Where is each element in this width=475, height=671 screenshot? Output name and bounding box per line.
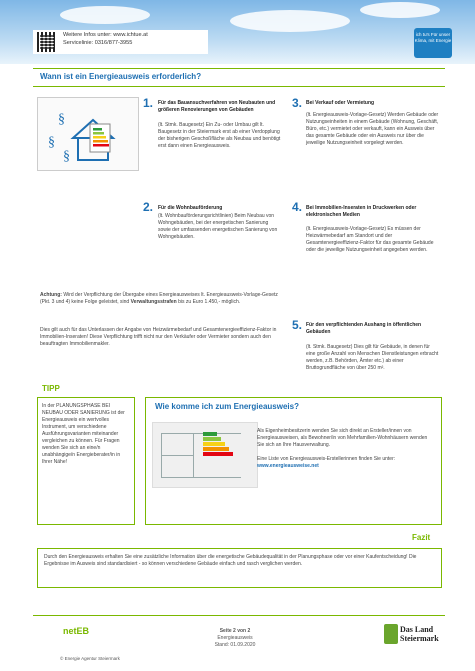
section-number: 1. xyxy=(143,96,154,110)
netb-logo-sub: © Energie Agentur Steiermark xyxy=(60,656,120,661)
how-to-text-2 xyxy=(257,456,435,470)
section-body: (lt. Energieausweis-Vorlage-Gesetz) Werden Gebäude oder Nutzungseinheiten in einem Gebäude (Wohnung, Geschäft, Büro, etc.) vermietet oder verkauft, kann ein Ausweis über das gesamte Gebäude oder ein Ausweis nur über die jeweilige Nutzungseinheit vorgelegt werden. xyxy=(306,112,439,146)
section-body: (lt. Stmk. Baugesetz) Ein Zu- oder Umbau gilt lt. Baugesetz in der Steiermark erst ab einer Verdopplung der bisherigen Geschoßfläche als Neubau und benötigt erst dann einen Energieausweis. xyxy=(158,122,281,149)
tip-title: TIPP xyxy=(42,384,60,393)
how-to-text-1: Als Eigenheimbesitzerin wenden Sie sich direkt an Ersteller/innen von Energieausweisen, als Bewohner/in von Mehrfamilien-Wohnhäusern wenden Sie sich an Ihre Hausverwaltung. xyxy=(257,428,428,448)
how-to-text-2-lead: Eine Liste von Energieausweis-Erstellerinnen finden Sie unter: xyxy=(257,456,396,462)
svg-text:§: § xyxy=(48,135,55,150)
how-to-text xyxy=(257,428,435,470)
svg-text:§: § xyxy=(63,149,70,164)
section-body: (lt. Energieausweis-Vorlage-Gesetz) Es müssen der Heizwärmebedarf am Standort und der Gesamtenergieeffizienz-Faktor für das gesamte Gebäude oder die jeweilige Nutzungseinheit angegeben werden. xyxy=(306,226,434,253)
header-info-line: Weitere Infos unter: www.ichtue.at xyxy=(63,32,148,38)
section-number: 3. xyxy=(292,96,303,110)
section-title: Für das Bauansuchverfahren von Neubauten und größeren Renovierungen von Gebäuden xyxy=(158,100,276,113)
note-text: bis zu Euro 1.450,- möglich. xyxy=(176,299,241,305)
netb-logo: netEB xyxy=(63,626,90,636)
section-title: Bei Verkauf oder Vermietung xyxy=(306,100,375,106)
section-number: 4. xyxy=(292,200,303,214)
land-line1: Das Land xyxy=(400,625,434,634)
ichtus-badge: ich tu's Für unser Klima, mit Energie xyxy=(414,28,452,58)
warning-note-para: Dies gilt auch für das Unterlassen der Angabe von Heizwärmebedarf und Gesamtenergieeffizienz-Faktor in Immobilien-Inseraten! Diese Verpflichtung trifft nicht nur den Verkäufer oder Vermieter sondern auch den beauftragten Immobilienmakler. xyxy=(40,327,277,347)
qr-code-icon xyxy=(37,32,57,52)
section-body: (lt. Wohnbauförderungsrichtlinien) Beim Neubau von Wohngebäuden, bei der energetischen Sanierung sowie der umfassenden energetischen Sanierung von Wohngebäuden. xyxy=(158,213,278,240)
page-title: Wann ist ein Energieausweis erforderlich? xyxy=(40,72,202,81)
footer-divider xyxy=(33,615,445,616)
how-to-title: Wie komme ich zum Energieausweis? xyxy=(155,402,299,411)
conclusion-box xyxy=(37,548,442,588)
conclusion-text: Durch den Energieausweis erhalten Sie eine zusätzliche Information über die energetische Gebäudequalität in der Planungsphase oder vor einer Kaufentscheidung! Die Ergebnisse im Ausweis sind standardisiert - so können verschiedene Gebäude einfach und rasch verglichen werden. xyxy=(44,554,417,567)
divider xyxy=(33,86,445,87)
section-body: (lt. Stmk. Baugesetz) Dies gilt für Gebäude, in denen für eine große Anzahl von Menschen Dienstleistungen erbracht werden, z.B. Behörden, Ämter etc.) ab einer Bruttogrundfläche von über 250 m². xyxy=(306,344,439,371)
conclusion-title: Fazit xyxy=(412,533,431,542)
section-number: 2. xyxy=(143,200,154,214)
section-number: 5. xyxy=(292,318,303,332)
header-service-line: Servicelinie: 0316/877-3955 xyxy=(63,40,133,46)
divider xyxy=(33,68,445,69)
land-line2: Steiermark xyxy=(400,634,439,643)
warning-note xyxy=(40,292,285,306)
section-title: Bei Immobilien-Inseraten in Druckwerken oder elektronischen Medien xyxy=(306,205,417,218)
steiermark-coat-of-arms-icon xyxy=(384,624,398,644)
page-info xyxy=(205,628,265,649)
svg-text:§: § xyxy=(58,112,65,127)
section-title: Für den verpflichtenden Aushang in öffentlichen Gebäuden xyxy=(306,322,422,335)
energieausweise-link[interactable]: www.energieausweise.net xyxy=(257,463,319,469)
header-info xyxy=(63,31,148,47)
note-text: Wird der Verpflichtung der Übergabe eines Energieausweises lt. Energieausweis-Vorlage-Gesetz (Pkt. 3 und 4) keine Folge geleistet, sind xyxy=(40,292,278,305)
tip-text: In der PLANUNGSPHASE BEI NEUBAU ODER SANIERUNG ist der Energieausweis ein wertvolles Instrument, um verschiedene Ausführungsvarianten miteinander vergleichen zu können. Für Fragen wenden Sie sich an eine/n unabhängige/n Energieberater/in in Ihrer Nähe! xyxy=(42,403,125,465)
page-number: Seite 2 von 2 xyxy=(219,628,251,634)
section-title: Für die Wohnbauförderung xyxy=(158,205,223,211)
note-prefix: Achtung: xyxy=(40,292,62,298)
land-steiermark-logo xyxy=(400,625,439,643)
note-fines: Verwaltungsstrafen xyxy=(130,299,177,305)
energy-scale-icon xyxy=(203,432,233,457)
doc-name: Energieausweis xyxy=(217,635,253,641)
doc-date: Stand: 01.09.2020 xyxy=(214,642,256,648)
house-energy-illustration xyxy=(37,97,139,171)
tip-box xyxy=(37,397,135,525)
